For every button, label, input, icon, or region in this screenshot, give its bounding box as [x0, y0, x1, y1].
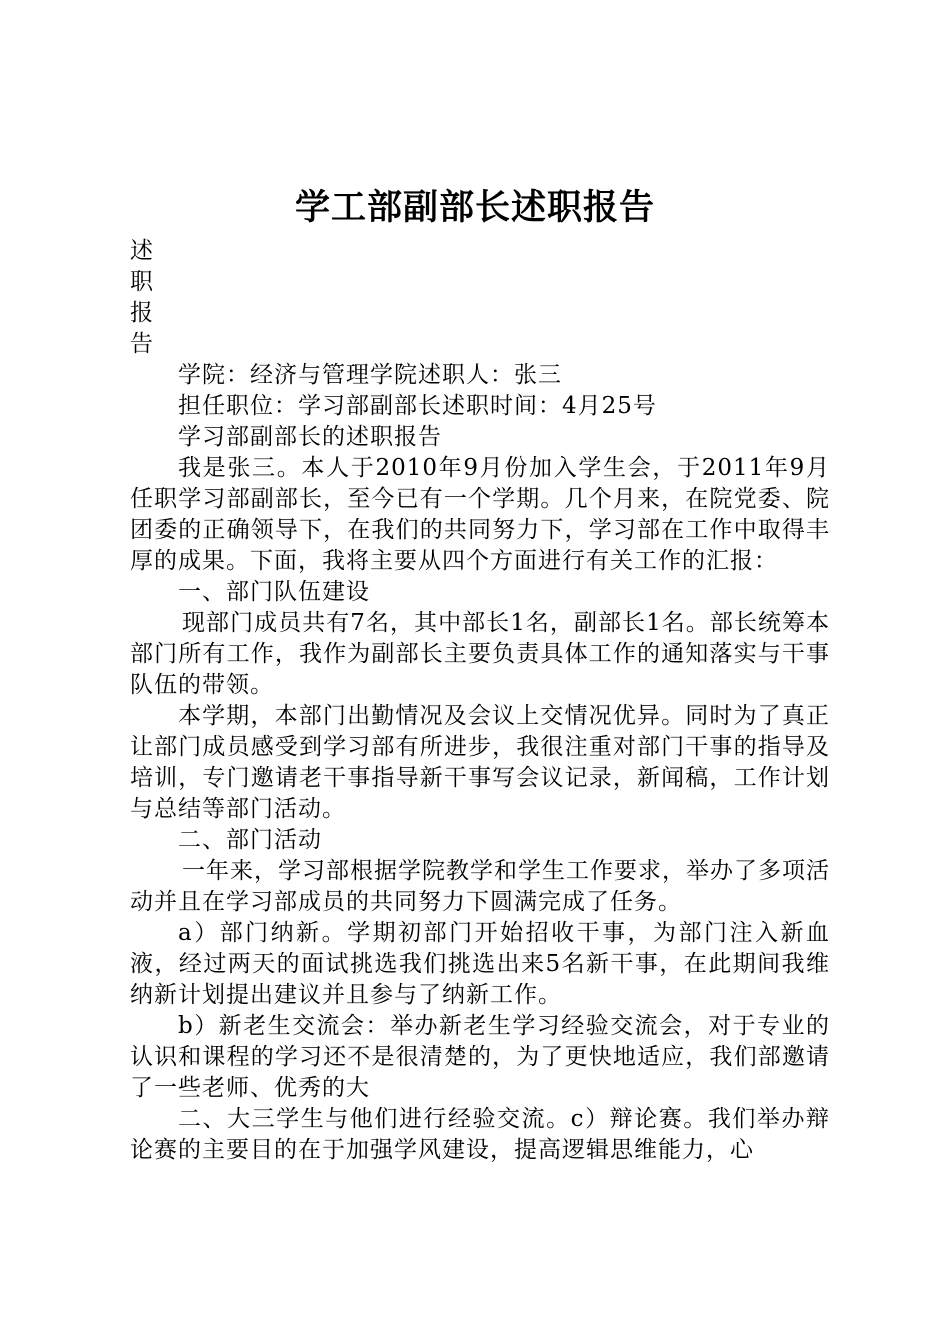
vertical-heading-char: 告 [130, 331, 154, 357]
meta-position-line: 担任职位：学习部副部长述职时间：4月25号 [178, 393, 657, 419]
paragraph-intro: 我是张三。本人于2010年9月份加入学生会，于2011年9月任职学习部副部长，至今已有一个学期。几个月来，在院党委、院团委的正确领导下，在我们的共同努力下，学习部在工作中取得丰厚的成果。下面，我将主要从四个方面进行有关工作的汇报： [130, 455, 830, 574]
section-heading: 一、部门队伍建设 [178, 579, 370, 605]
vertical-heading-char: 报 [130, 300, 154, 326]
paragraph-item-a: a）部门纳新。学期初部门开始招收干事，为部门注入新血液，经过两天的面试挑选我们挑选出来5名新干事，在此期间我维纳新计划提出建议并且参与了纳新工作。 [130, 920, 830, 1008]
paragraph: 本学期，本部门出勤情况及会议上交情况优异。同时为了真正让部门成员感受到学习部有所进步，我很注重对部门干事的指导及培训，专门邀请老干事指导新干事写会议记录，新闻稿，工作计划与总结等部门活动。 [130, 703, 830, 822]
report-subtitle: 学习部副部长的述职报告 [178, 424, 442, 450]
paragraph: 现部门成员共有7名，其中部长1名，副部长1名。部长统筹本部门所有工作，我作为副部长主要负责具体工作的通知落实与干事队伍的带领。 [130, 610, 830, 698]
paragraph-item-b: b）新老生交流会：举办新老生学习经验交流会，对于专业的认识和课程的学习还不是很清楚的，为了更快地适应，我们部邀请了一些老师、优秀的大 [130, 1013, 830, 1101]
meta-college-line: 学院：经济与管理学院述职人：张三 [178, 362, 562, 388]
paragraph: 一年来，学习部根据学院教学和学生工作要求，举办了多项活动并且在学习部成员的共同努力下圆满完成了任务。 [130, 858, 830, 915]
vertical-heading-char: 述 [130, 238, 154, 264]
paragraph: 二、大三学生与他们进行经验交流。c）辩论赛。我们举办辩论赛的主要目的在于加强学风建设，提高逻辑思维能力，心 [130, 1106, 830, 1163]
section-heading: 二、部门活动 [178, 827, 322, 853]
document-title: 学工部副部长述职报告 [294, 188, 655, 228]
vertical-heading-char: 职 [130, 269, 154, 295]
document-body [130, 236, 830, 1166]
